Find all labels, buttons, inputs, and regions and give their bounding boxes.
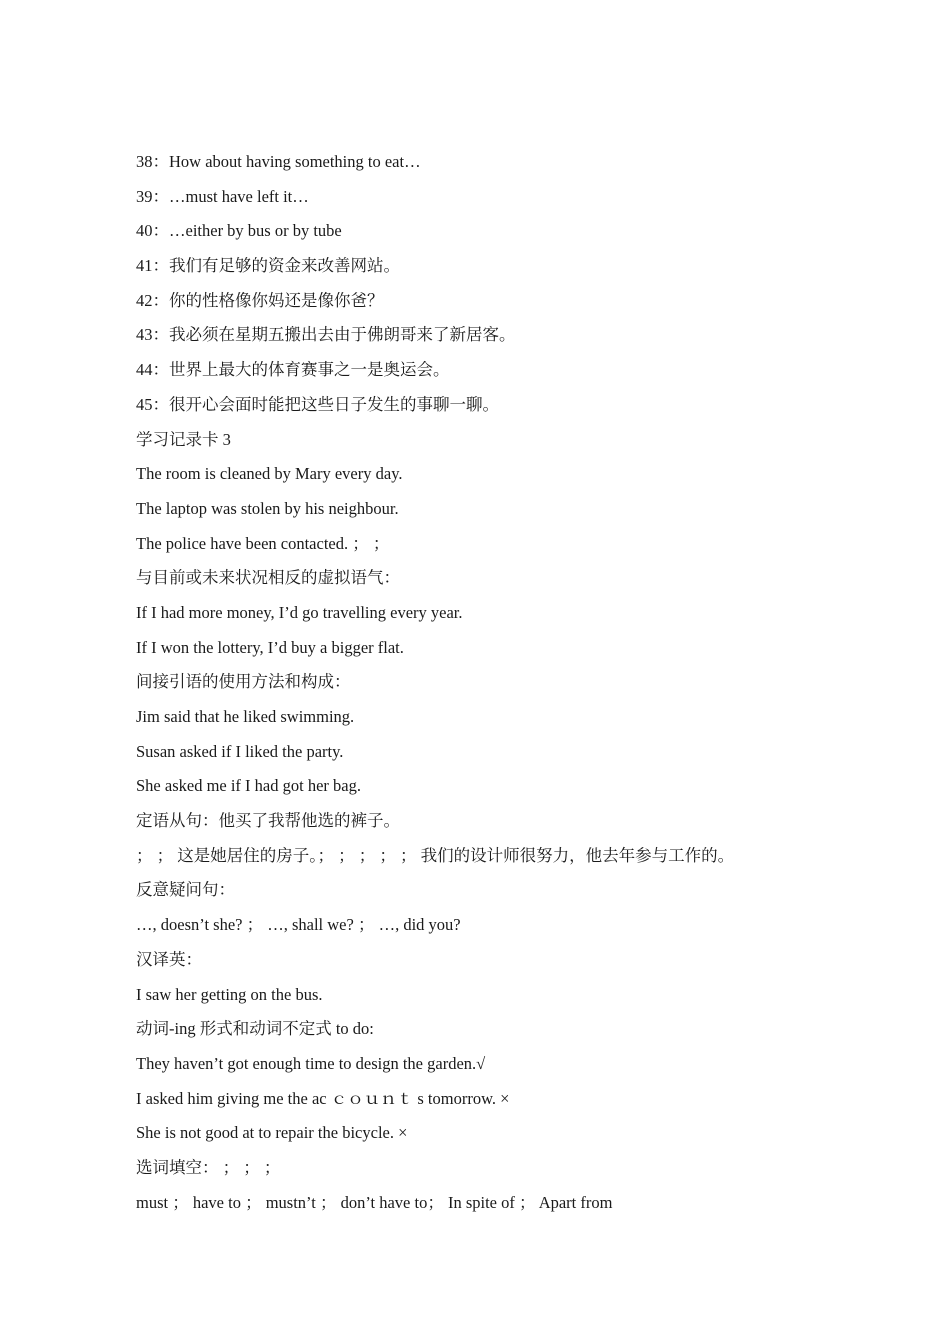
text-line-45: 45：很开心会面时能把这些日子发生的事聊一聊。 [136,394,499,414]
relative-clause-heading: 定语从句：他买了我帮他选的裤子。 [136,811,400,831]
word-choice-options: must ； have to ； mustn’t ； don’t have to； In spite of ； Apart from [136,1192,613,1212]
text-line-41: 41：我们有足够的资金来改善网站。 [136,256,400,276]
ing-infinitive-example-3: She is not good at to repair the bicycle. × [136,1123,408,1143]
text-line-43: 43：我必须在星期五搬出去由于佛朗哥来了新居客。 [136,325,516,345]
section-heading-study-card-3: 学习记录卡 3 [136,429,231,449]
tag-question-examples: …, doesn’t she? ； …, shall we? ； …, did you? [136,915,461,935]
reported-speech-heading: 间接引语的使用方法和构成： [136,672,351,692]
relative-clause-examples: ； ； 这是她居住的房子。； ； ； ； ； 我们的设计师很努力，他去年参与工作的。 [136,845,735,865]
subjunctive-example-2: If I won the lottery, I’d buy a bigger flat. [136,637,404,657]
text-line-44: 44：世界上最大的体育赛事之一是奥运会。 [136,360,450,380]
passive-example-1: The room is cleaned by Mary every day. [136,464,403,484]
ing-infinitive-heading: 动词-ing 形式和动词不定式 to do: [136,1019,374,1039]
subjunctive-heading: 与目前或未来状况相反的虚拟语气： [136,568,400,588]
ing-infinitive-example-1: They haven’t got enough time to design the garden.√ [136,1053,486,1073]
text-line-40: 40：…either by bus or by tube [136,221,342,241]
ing-infinitive-example-2: I asked him giving me the ac ｃｏｕｎｔ s tomorrow. × [136,1088,510,1108]
passive-example-2: The laptop was stolen by his neighbour. [136,498,399,518]
document-page [136,148,836,1223]
tag-question-heading: 反意疑问句： [136,880,235,900]
subjunctive-example-1: If I had more money, I’d go travelling every year. [136,602,463,622]
reported-speech-example-1: Jim said that he liked swimming. [136,707,355,726]
passive-example-3: The police have been contacted. ； ； [136,533,390,553]
reported-speech-example-3: She asked me if I had got her bag. [136,776,361,796]
translation-example: I saw her getting on the bus. [136,984,323,1004]
text-line-38: 38：How about having something to eat… [136,152,421,171]
text-line-42: 42：你的性格像你妈还是像你爸？ [136,290,384,310]
reported-speech-example-2: Susan asked if I liked the party. [136,741,344,761]
word-choice-heading: 选词填空： ； ； ； [136,1157,281,1177]
text-line-39: 39：…must have left it… [136,186,309,206]
translation-heading: 汉译英： [136,949,202,969]
